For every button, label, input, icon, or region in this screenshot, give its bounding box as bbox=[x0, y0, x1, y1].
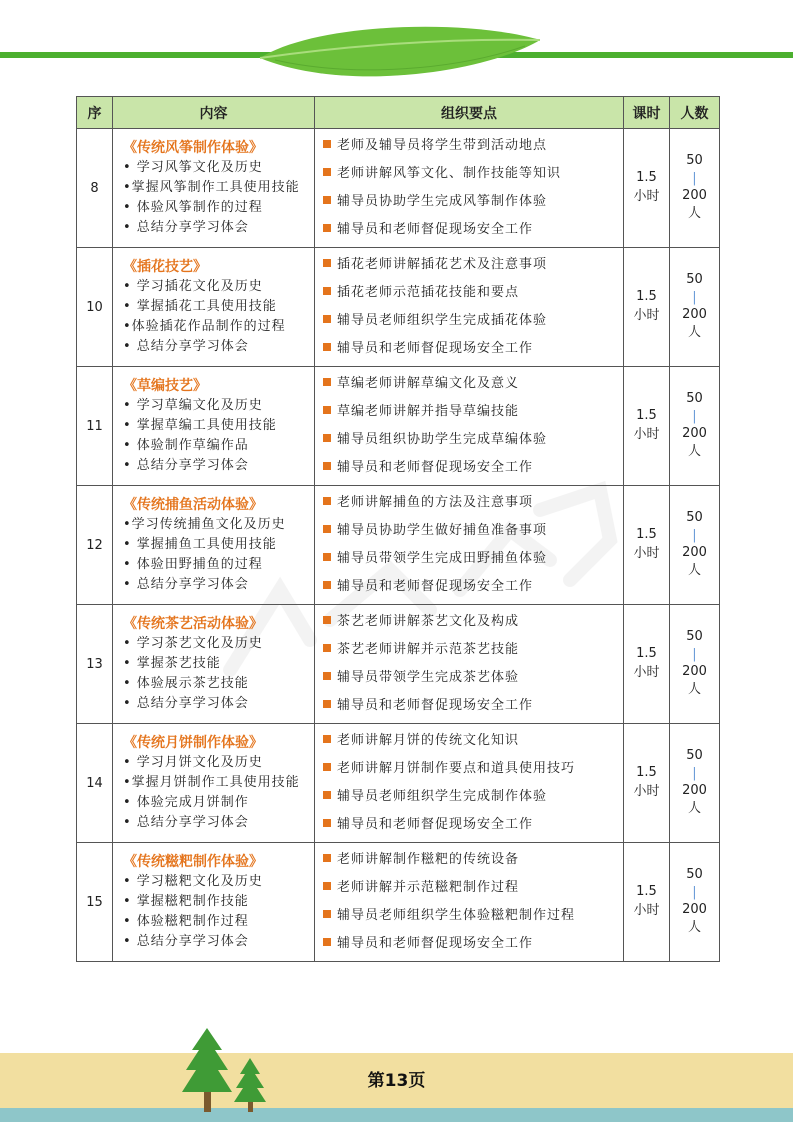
people-separator: | bbox=[692, 884, 697, 900]
point-item: 老师讲解捕鱼的方法及注意事项 bbox=[323, 489, 617, 517]
content-item: •掌握风筝制作工具使用技能 bbox=[123, 179, 300, 195]
row-content bbox=[113, 724, 315, 843]
content-item: • 掌握捕鱼工具使用技能 bbox=[123, 536, 277, 552]
hours-unit: 小时 bbox=[633, 308, 660, 323]
people-max: 200 bbox=[682, 663, 707, 679]
bullet-square-icon bbox=[323, 196, 331, 204]
header-content: 内容 bbox=[113, 97, 315, 129]
hours-unit: 小时 bbox=[633, 546, 660, 561]
row-seq: 10 bbox=[77, 248, 113, 367]
row-seq: 12 bbox=[77, 486, 113, 605]
row-hours bbox=[624, 605, 670, 724]
row-points bbox=[315, 605, 624, 724]
row-points bbox=[315, 843, 624, 962]
row-content bbox=[113, 367, 315, 486]
point-item: 辅导员和老师督促现场安全工作 bbox=[323, 454, 617, 482]
table-header-row bbox=[77, 97, 720, 129]
header-people: 人数 bbox=[670, 97, 720, 129]
header-points: 组织要点 bbox=[315, 97, 624, 129]
content-item: • 学习草编文化及历史 bbox=[123, 397, 263, 413]
content-item: • 学习插花文化及历史 bbox=[123, 278, 263, 294]
people-max: 200 bbox=[682, 782, 707, 798]
hours-unit: 小时 bbox=[633, 903, 660, 918]
activity-schedule-table bbox=[76, 96, 720, 962]
point-item: 老师讲解并示范糍粑制作过程 bbox=[323, 874, 617, 902]
bullet-square-icon bbox=[323, 882, 331, 890]
point-item: 辅导员和老师督促现场安全工作 bbox=[323, 692, 617, 720]
hours-unit: 小时 bbox=[633, 427, 660, 442]
row-content bbox=[113, 486, 315, 605]
point-item: 草编老师讲解草编文化及意义 bbox=[323, 370, 617, 398]
point-item: 老师讲解风筝文化、制作技能等知识 bbox=[323, 160, 617, 188]
hours-value: 1.5 bbox=[636, 884, 657, 900]
content-item: • 掌握草编工具使用技能 bbox=[123, 417, 277, 433]
point-item: 辅导员协助学生完成风筝制作体验 bbox=[323, 188, 617, 216]
bullet-square-icon bbox=[323, 616, 331, 624]
row-seq: 13 bbox=[77, 605, 113, 724]
people-separator: | bbox=[692, 289, 697, 305]
bullet-square-icon bbox=[323, 938, 331, 946]
content-item: • 体验糍粑制作过程 bbox=[123, 913, 249, 929]
people-unit: 人 bbox=[687, 920, 701, 936]
bullet-square-icon bbox=[323, 819, 331, 827]
bullet-square-icon bbox=[323, 497, 331, 505]
bullet-square-icon bbox=[323, 140, 331, 148]
content-item: • 总结分享学习体会 bbox=[123, 814, 249, 830]
row-people bbox=[670, 605, 720, 724]
bullet-square-icon bbox=[323, 910, 331, 918]
point-item: 辅导员和老师督促现场安全工作 bbox=[323, 930, 617, 958]
bullet-square-icon bbox=[323, 287, 331, 295]
people-max: 200 bbox=[682, 544, 707, 560]
row-people bbox=[670, 724, 720, 843]
content-item: • 体验制作草编作品 bbox=[123, 437, 249, 453]
content-item: • 学习糍粑文化及历史 bbox=[123, 873, 263, 889]
point-item: 草编老师讲解并指导草编技能 bbox=[323, 398, 617, 426]
row-points bbox=[315, 129, 624, 248]
hours-value: 1.5 bbox=[636, 289, 657, 305]
bullet-square-icon bbox=[323, 700, 331, 708]
people-min: 50 bbox=[686, 390, 703, 406]
row-points bbox=[315, 724, 624, 843]
row-content bbox=[113, 605, 315, 724]
people-separator: | bbox=[692, 646, 697, 662]
row-people bbox=[670, 129, 720, 248]
people-min: 50 bbox=[686, 628, 703, 644]
content-item: • 总结分享学习体会 bbox=[123, 576, 249, 592]
activity-title: 《传统捕鱼活动体验》 bbox=[123, 496, 263, 513]
table-row bbox=[77, 605, 720, 724]
row-seq: 11 bbox=[77, 367, 113, 486]
content-item: • 总结分享学习体会 bbox=[123, 933, 249, 949]
point-item: 老师讲解制作糍粑的传统设备 bbox=[323, 846, 617, 874]
people-min: 50 bbox=[686, 271, 703, 287]
footer-water-strip bbox=[0, 1108, 793, 1122]
header-seq: 序 bbox=[77, 97, 113, 129]
activity-title: 《传统月饼制作体验》 bbox=[123, 734, 263, 751]
point-item: 老师及辅导员将学生带到活动地点 bbox=[323, 132, 617, 160]
point-item: 辅导员带领学生完成茶艺体验 bbox=[323, 664, 617, 692]
row-points bbox=[315, 486, 624, 605]
content-item: • 体验田野捕鱼的过程 bbox=[123, 556, 263, 572]
people-min: 50 bbox=[686, 509, 703, 525]
point-item: 老师讲解月饼制作要点和道具使用技巧 bbox=[323, 755, 617, 783]
people-separator: | bbox=[692, 527, 697, 543]
point-item: 辅导员老师组织学生完成制作体验 bbox=[323, 783, 617, 811]
bullet-square-icon bbox=[323, 854, 331, 862]
bullet-square-icon bbox=[323, 525, 331, 533]
page-number: 第13页 bbox=[367, 1071, 426, 1091]
bullet-square-icon bbox=[323, 553, 331, 561]
people-max: 200 bbox=[682, 306, 707, 322]
row-content bbox=[113, 843, 315, 962]
hours-unit: 小时 bbox=[633, 665, 660, 680]
content-item: • 总结分享学习体会 bbox=[123, 219, 249, 235]
leaf-icon bbox=[255, 18, 545, 90]
hours-value: 1.5 bbox=[636, 527, 657, 543]
bullet-square-icon bbox=[323, 378, 331, 386]
bullet-square-icon bbox=[323, 735, 331, 743]
people-min: 50 bbox=[686, 152, 703, 168]
content-item: • 掌握茶艺技能 bbox=[123, 655, 221, 671]
hours-value: 1.5 bbox=[636, 646, 657, 662]
row-people bbox=[670, 248, 720, 367]
row-points bbox=[315, 248, 624, 367]
hours-unit: 小时 bbox=[633, 189, 660, 204]
bullet-square-icon bbox=[323, 259, 331, 267]
activity-title: 《传统风筝制作体验》 bbox=[123, 139, 263, 156]
bullet-square-icon bbox=[323, 343, 331, 351]
people-min: 50 bbox=[686, 747, 703, 763]
table-row bbox=[77, 367, 720, 486]
bullet-square-icon bbox=[323, 462, 331, 470]
row-seq: 14 bbox=[77, 724, 113, 843]
row-content bbox=[113, 248, 315, 367]
bullet-square-icon bbox=[323, 168, 331, 176]
content-item: • 体验完成月饼制作 bbox=[123, 794, 249, 810]
row-people bbox=[670, 367, 720, 486]
activity-title: 《传统茶艺活动体验》 bbox=[123, 615, 263, 632]
hours-value: 1.5 bbox=[636, 170, 657, 186]
row-content bbox=[113, 129, 315, 248]
point-item: 辅导员协助学生做好捕鱼准备事项 bbox=[323, 517, 617, 545]
content-item: • 掌握插花工具使用技能 bbox=[123, 298, 277, 314]
content-item: • 体验展示茶艺技能 bbox=[123, 675, 249, 691]
row-people bbox=[670, 843, 720, 962]
people-unit: 人 bbox=[687, 801, 701, 817]
row-hours bbox=[624, 486, 670, 605]
hours-value: 1.5 bbox=[636, 765, 657, 781]
point-item: 辅导员和老师督促现场安全工作 bbox=[323, 335, 617, 363]
point-item: 辅导员老师组织学生体验糍粑制作过程 bbox=[323, 902, 617, 930]
row-people bbox=[670, 486, 720, 605]
row-hours bbox=[624, 129, 670, 248]
bullet-square-icon bbox=[323, 315, 331, 323]
row-hours bbox=[624, 724, 670, 843]
point-item: 辅导员组织协助学生完成草编体验 bbox=[323, 426, 617, 454]
content-item: • 总结分享学习体会 bbox=[123, 695, 249, 711]
content-item: • 体验风筝制作的过程 bbox=[123, 199, 263, 215]
people-separator: | bbox=[692, 170, 697, 186]
people-min: 50 bbox=[686, 866, 703, 882]
bullet-square-icon bbox=[323, 791, 331, 799]
point-item: 插花老师讲解插花艺术及注意事项 bbox=[323, 251, 617, 279]
people-max: 200 bbox=[682, 425, 707, 441]
table-row bbox=[77, 486, 720, 605]
point-item: 辅导员和老师督促现场安全工作 bbox=[323, 811, 617, 839]
point-item: 插花老师示范插花技能和要点 bbox=[323, 279, 617, 307]
content-item: •体验插花作品制作的过程 bbox=[123, 318, 286, 334]
activity-title: 《草编技艺》 bbox=[123, 377, 207, 394]
activity-title: 《传统糍粑制作体验》 bbox=[123, 853, 263, 870]
hours-unit: 小时 bbox=[633, 784, 660, 799]
people-max: 200 bbox=[682, 901, 707, 917]
point-item: 辅导员带领学生完成田野捕鱼体验 bbox=[323, 545, 617, 573]
row-hours bbox=[624, 367, 670, 486]
bullet-square-icon bbox=[323, 644, 331, 652]
point-item: 辅导员和老师督促现场安全工作 bbox=[323, 573, 617, 601]
table-row bbox=[77, 724, 720, 843]
bullet-square-icon bbox=[323, 581, 331, 589]
bullet-square-icon bbox=[323, 406, 331, 414]
table-row bbox=[77, 129, 720, 248]
row-seq: 8 bbox=[77, 129, 113, 248]
content-item: • 总结分享学习体会 bbox=[123, 457, 249, 473]
row-hours bbox=[624, 248, 670, 367]
people-unit: 人 bbox=[687, 444, 701, 460]
bullet-square-icon bbox=[323, 224, 331, 232]
point-item: 老师讲解月饼的传统文化知识 bbox=[323, 727, 617, 755]
table-row bbox=[77, 843, 720, 962]
content-item: • 总结分享学习体会 bbox=[123, 338, 249, 354]
content-item: • 学习风筝文化及历史 bbox=[123, 159, 263, 175]
point-item: 茶艺老师讲解并示范茶艺技能 bbox=[323, 636, 617, 664]
table-row bbox=[77, 248, 720, 367]
content-item: • 学习茶艺文化及历史 bbox=[123, 635, 263, 651]
hours-value: 1.5 bbox=[636, 408, 657, 424]
people-unit: 人 bbox=[687, 206, 701, 222]
table-body bbox=[77, 129, 720, 962]
people-max: 200 bbox=[682, 187, 707, 203]
people-separator: | bbox=[692, 765, 697, 781]
people-unit: 人 bbox=[687, 325, 701, 341]
point-item: 辅导员和老师督促现场安全工作 bbox=[323, 216, 617, 244]
people-unit: 人 bbox=[687, 682, 701, 698]
row-hours bbox=[624, 843, 670, 962]
content-item: • 掌握糍粑制作技能 bbox=[123, 893, 249, 909]
people-separator: | bbox=[692, 408, 697, 424]
bullet-square-icon bbox=[323, 672, 331, 680]
people-unit: 人 bbox=[687, 563, 701, 579]
row-seq: 15 bbox=[77, 843, 113, 962]
content-item: • 学习月饼文化及历史 bbox=[123, 754, 263, 770]
content-item: •学习传统捕鱼文化及历史 bbox=[123, 516, 286, 532]
bullet-square-icon bbox=[323, 434, 331, 442]
row-points bbox=[315, 367, 624, 486]
header-hours: 课时 bbox=[624, 97, 670, 129]
point-item: 辅导员老师组织学生完成插花体验 bbox=[323, 307, 617, 335]
point-item: 茶艺老师讲解茶艺文化及构成 bbox=[323, 608, 617, 636]
content-item: •掌握月饼制作工具使用技能 bbox=[123, 774, 300, 790]
activity-title: 《插花技艺》 bbox=[123, 258, 207, 275]
bullet-square-icon bbox=[323, 763, 331, 771]
